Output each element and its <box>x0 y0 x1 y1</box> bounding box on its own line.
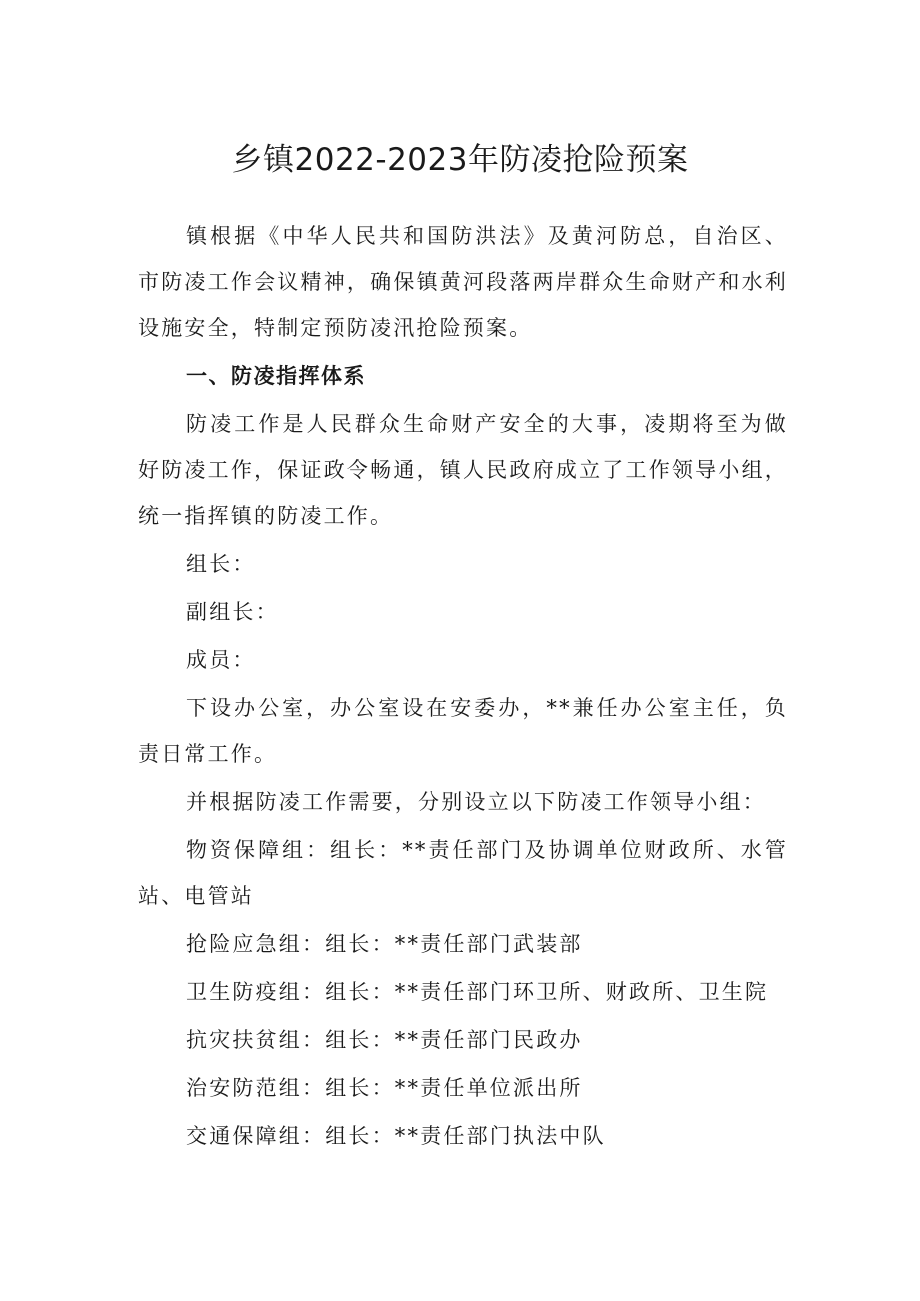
group-line: 交通保障组：组长：**责任部门执法中队 <box>186 1124 606 1148</box>
document-body <box>138 213 788 1161</box>
document-title: 乡镇2022-2023年防凌抢险预案 <box>231 142 689 178</box>
group-line: 物资保障组：组长：**责任部门及协调单位财政所、水管站、电管站 <box>138 838 788 908</box>
group-line: 抢险应急组：组长：**责任部门武装部 <box>186 932 583 956</box>
body-paragraph: 防凌工作是人民群众生命财产安全的大事，凌期将至为做好防凌工作，保证政令畅通，镇人民政府成立了工作领导小组，统一指挥镇的防凌工作。 <box>138 412 788 528</box>
office-paragraph: 下设办公室，办公室设在安委办，**兼任办公室主任，负责日常工作。 <box>138 696 788 766</box>
intro-paragraph: 镇根据《中华人民共和国防洪法》及黄河防总，自治区、市防凌工作会议精神，确保镇黄河段落两岸群众生命财产和水利设施安全，特制定预防凌汛抢险预案。 <box>138 224 788 340</box>
members-line: 成员： <box>186 648 256 672</box>
group-line: 治安防范组：组长：**责任单位派出所 <box>186 1076 583 1100</box>
deputy-leader-line: 副组长： <box>186 600 279 624</box>
section-heading: 一、防凌指挥体系 <box>186 364 366 388</box>
group-line: 卫生防疫组：组长：**责任部门环卫所、财政所、卫生院 <box>186 980 769 1004</box>
group-line: 抗灾扶贫组：组长：**责任部门民政办 <box>186 1028 583 1052</box>
groups-intro-line: 并根据防凌工作需要，分别设立以下防凌工作领导小组： <box>186 790 766 814</box>
group-leader-line: 组长： <box>186 552 256 576</box>
